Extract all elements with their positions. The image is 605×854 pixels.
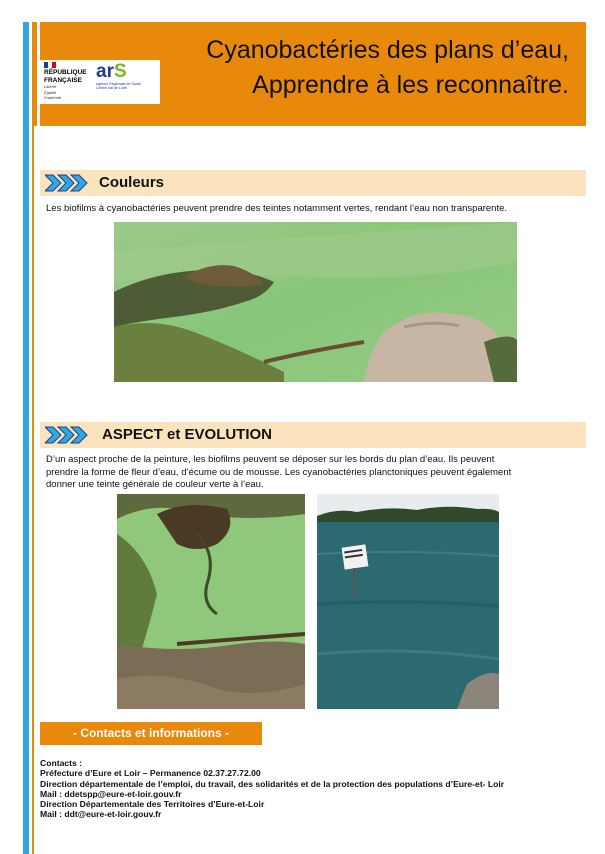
section-aspect — [40, 422, 586, 448]
ars-sub1: Agence Régionale de Santé — [96, 82, 141, 86]
ars-word-s: S — [113, 61, 127, 82]
rf-line1: RÉPUBLIQUE — [44, 69, 87, 76]
french-flag-icon — [44, 62, 56, 68]
chevrons-icon — [45, 173, 93, 193]
section2-text-line1: D’un aspect proche de la peinture, les biofilms peuvent se déposer sur les bords du plan d’eau. Ils peuvent — [46, 454, 495, 465]
logos — [40, 60, 160, 104]
section1-text: Les biofilms à cyanobactéries peuvent prendre des teintes notamment vertes, rendant l’eau non transparente. — [46, 203, 508, 214]
ars-sub2: Centre-Val de Loire — [96, 86, 127, 91]
republique-francaise-logo — [44, 62, 90, 102]
page-title-line2: Apprendre à les reconnaître. — [252, 71, 569, 99]
section-title-aspect: ASPECT et EVOLUTION — [102, 426, 273, 443]
contact-line: Direction Départementale des Territoires d’Eure-et-Loir — [40, 799, 265, 810]
contact-line[interactable]: Mail : ddetspp@eure-et-loir.gouv.fr — [40, 788, 182, 799]
section2-text — [46, 454, 511, 492]
contacts-block — [40, 758, 504, 820]
photo-lake-with-sign — [317, 494, 499, 709]
contact-line: Direction départementale de l’emploi, du travail, des solidarités et de la protection des populations d’Eure-et- Loir — [40, 778, 505, 789]
ars-logo — [96, 62, 158, 102]
photo-green-biofilm-shore — [114, 222, 517, 382]
rf-motto3: Fraternité — [44, 95, 62, 100]
page-title-line1: Cyanobactéries des plans d’eau, — [206, 36, 569, 64]
contacts-bar: - Contacts et informations - — [40, 722, 262, 745]
contacts-heading: Contacts : — [40, 758, 83, 768]
contact-line[interactable]: Mail : ddt@eure-et-loir.gouv.fr — [40, 809, 162, 820]
section2-text-line3: donner une teinte générale de couleur verte à l’eau. — [46, 479, 264, 490]
chevrons-icon — [45, 425, 93, 445]
left-orange-stripe — [32, 22, 37, 126]
photo-biofilm-bank — [117, 494, 305, 709]
rf-motto2: Égalité — [44, 89, 57, 95]
section-couleurs — [40, 170, 586, 196]
left-blue-stripe — [23, 22, 29, 854]
rf-line2: FRANÇAISE — [44, 77, 82, 84]
left-orange-thin-stripe — [32, 126, 34, 854]
ars-word-a: ar — [96, 61, 114, 82]
section2-text-line2: prendre la forme de fleur d’eau, d’écume ou de mousse. Les cyanobactéries planctoniques peuvent également — [46, 466, 512, 478]
contact-line: Préfecture d’Eure et Loir – Permanence 02.37.27.72.00 — [40, 768, 261, 779]
section-title-couleurs: Couleurs — [99, 174, 165, 191]
rf-motto1: Liberté — [44, 84, 57, 89]
